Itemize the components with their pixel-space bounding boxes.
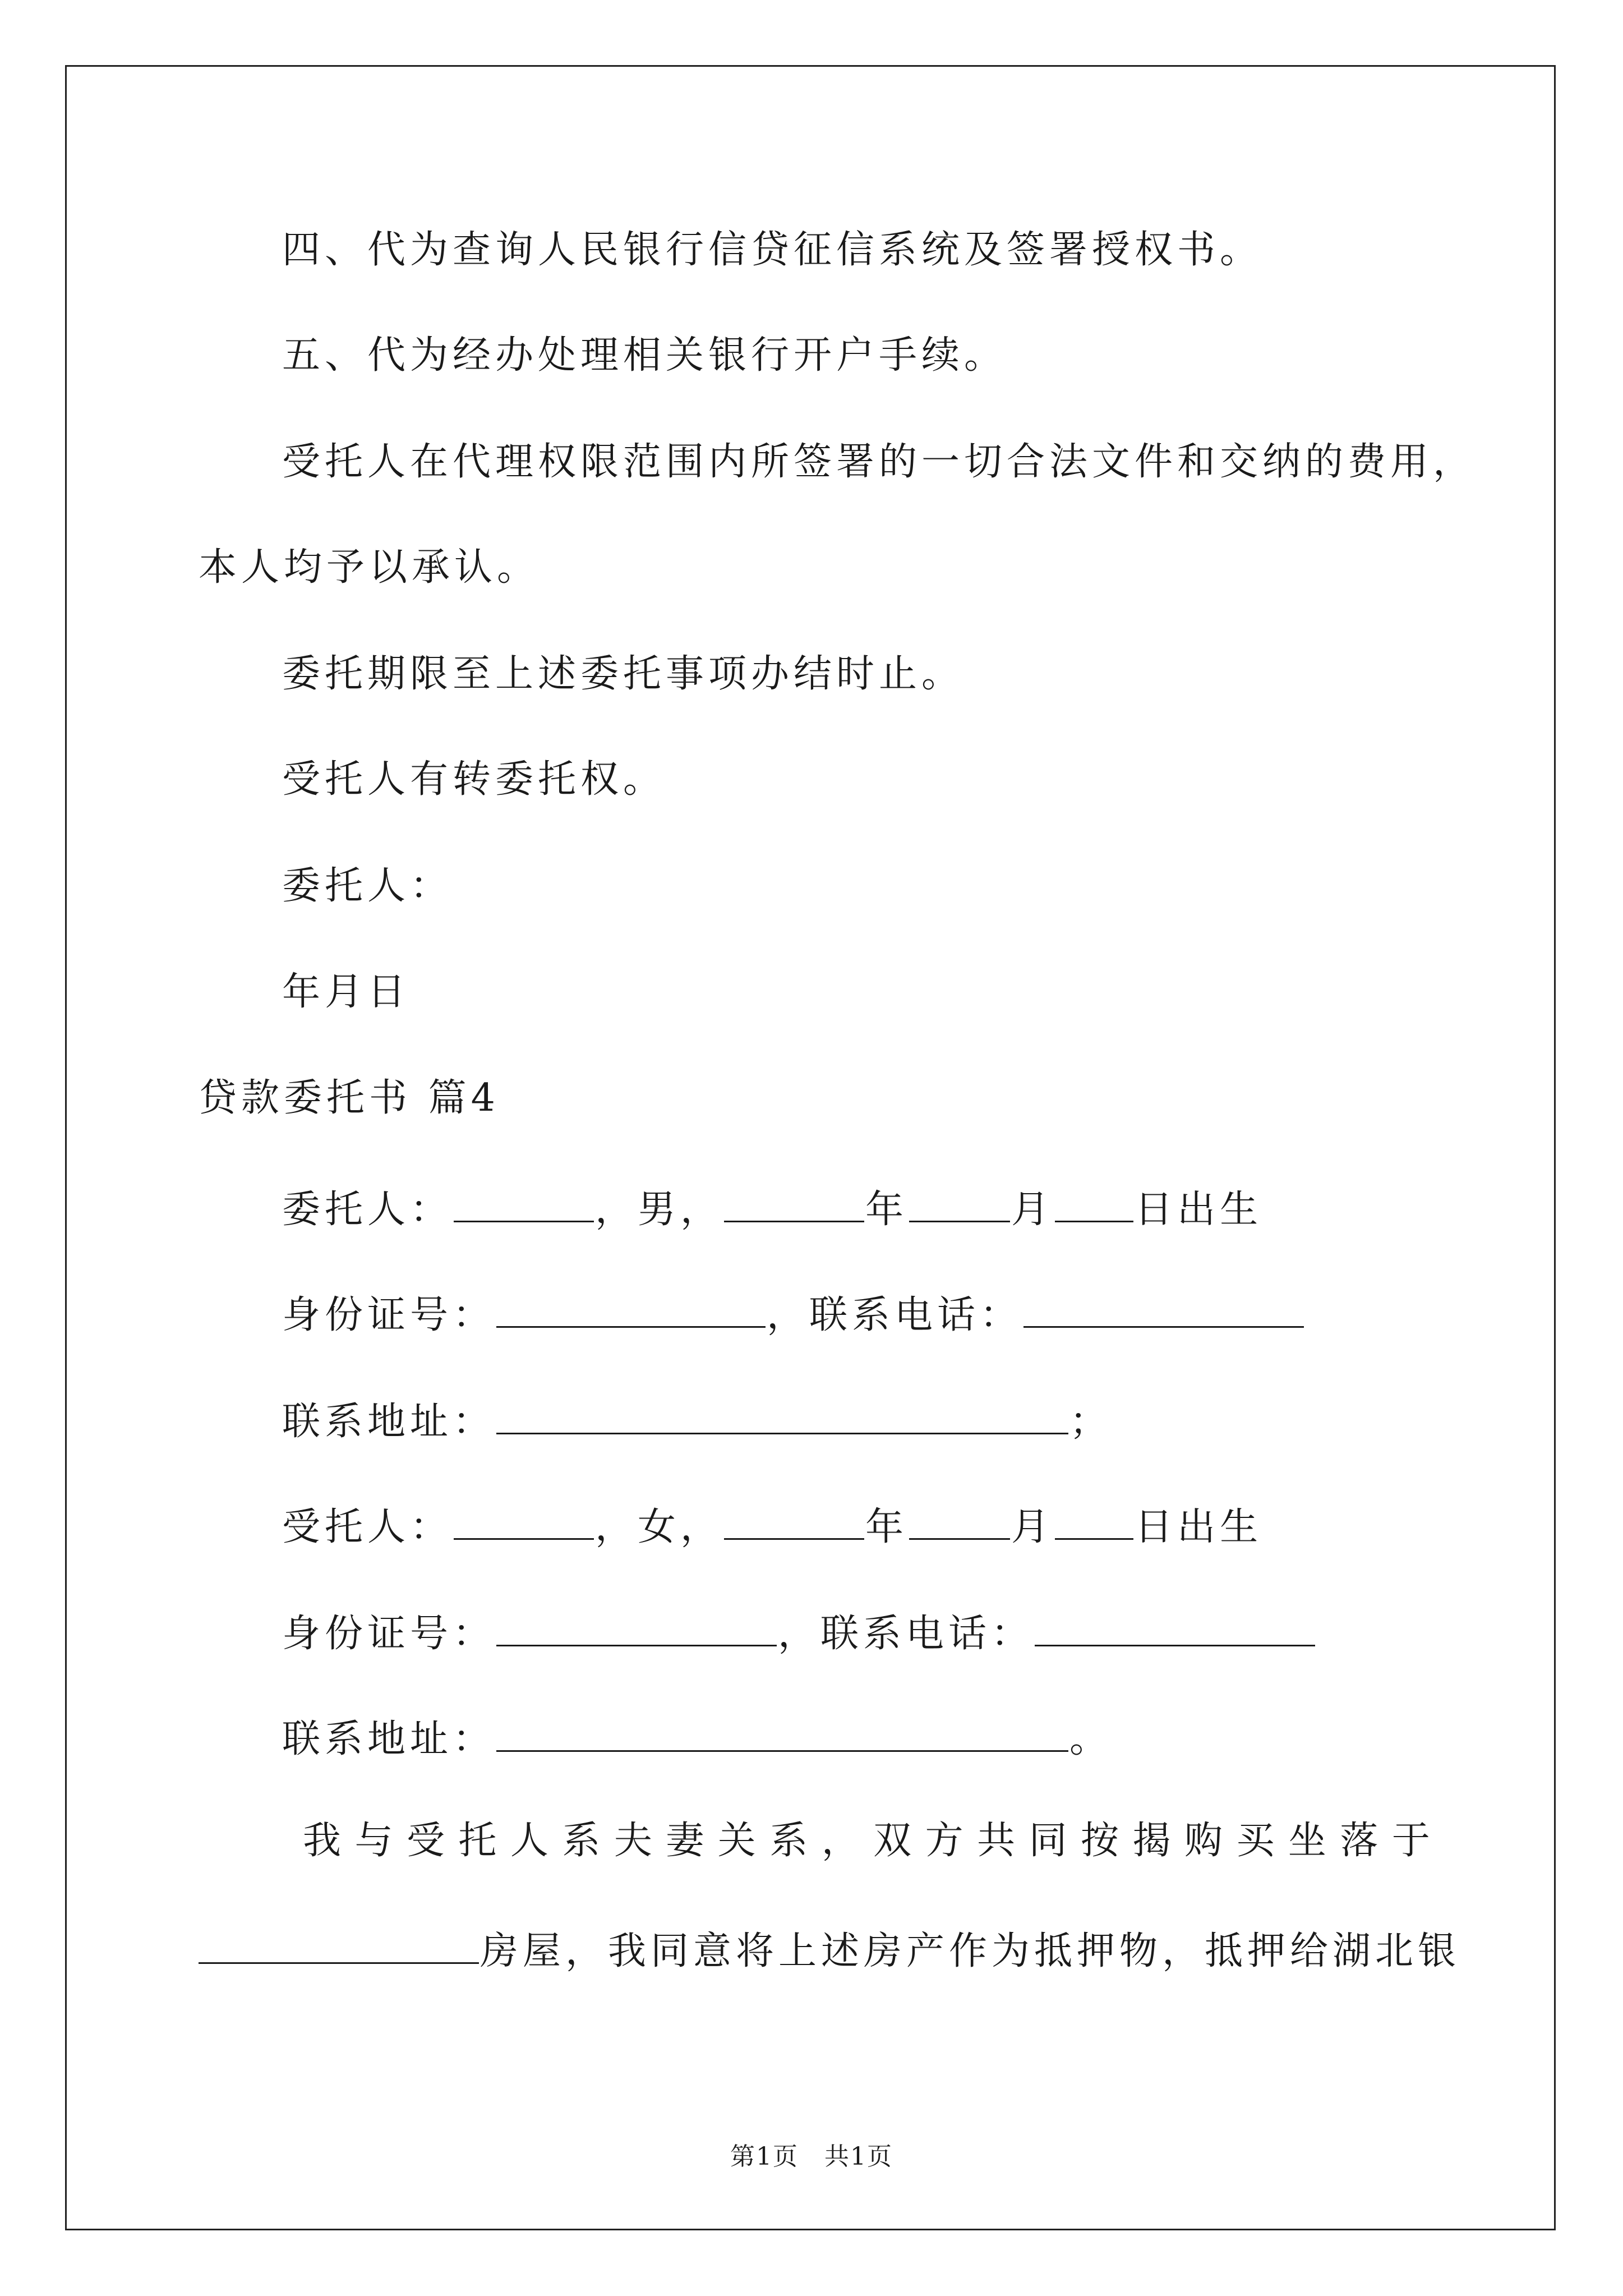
agent-year-label: 年	[865, 1505, 909, 1549]
paragraph-acknowledge-line1: 受托人在代理权限范围内所签署的一切合法文件和交纳的费用，	[282, 440, 1476, 484]
agent-month-label: 月	[1011, 1505, 1054, 1549]
agent-info-line	[282, 1503, 1262, 1547]
agent-month-blank	[909, 1503, 1010, 1540]
agent-gender: ，女，	[595, 1505, 723, 1549]
signature-date: 年月日	[282, 970, 411, 1014]
statement-char: 关	[717, 1819, 756, 1863]
agent-address-end: 。	[1069, 1717, 1113, 1761]
principal-phone-blank	[1023, 1291, 1304, 1328]
statement-char: 方	[925, 1819, 963, 1863]
statement-char: 我	[303, 1819, 342, 1863]
statement-char: 购	[1184, 1819, 1223, 1863]
principal-year-label: 年	[865, 1188, 909, 1232]
agent-id-line	[282, 1610, 1316, 1656]
principal-month-blank	[909, 1186, 1010, 1222]
principal-year-blank	[724, 1186, 864, 1222]
statement-char: 同	[1029, 1819, 1067, 1863]
paragraph-acknowledge-line2: 本人均予以承认。	[199, 545, 540, 590]
statement-line2	[199, 1927, 1460, 1971]
agent-id-label: 身份证号：	[282, 1612, 496, 1656]
agent-birth-label: 日出生	[1135, 1505, 1263, 1549]
statement-char: 落	[1340, 1819, 1378, 1863]
principal-address-line	[282, 1398, 1113, 1444]
statement-char: 与	[354, 1819, 393, 1863]
paragraph-item-4: 四、代为查询人民银行信贷征信系统及签署授权书。	[282, 228, 1263, 272]
agent-day-blank	[1055, 1503, 1133, 1540]
paragraph-item-5: 五、代为经办处理相关银行开户手续。	[282, 333, 1007, 378]
principal-info-line	[282, 1186, 1263, 1232]
agent-address-label: 联系地址：	[282, 1717, 496, 1761]
principal-address-end: ；	[1069, 1400, 1113, 1444]
agent-phone-blank	[1035, 1610, 1315, 1646]
principal-address-blank	[496, 1398, 1068, 1434]
page-footer: 第1页 共1页	[730, 2142, 893, 2171]
statement-char: 双	[873, 1819, 912, 1863]
statement-char: 系	[769, 1819, 808, 1863]
principal-id-line	[282, 1291, 1305, 1335]
agent-address-blank	[496, 1715, 1068, 1752]
principal-gender: ，男，	[595, 1188, 723, 1232]
statement-char: 于	[1391, 1819, 1430, 1863]
statement-char: 买	[1236, 1819, 1275, 1863]
statement-line1	[303, 1819, 1430, 1863]
principal-day-blank	[1055, 1186, 1133, 1222]
statement-char: 按	[1081, 1819, 1119, 1863]
agent-id-blank	[496, 1610, 777, 1646]
principal-phone-label: ，联系电话：	[767, 1293, 1023, 1337]
principal-name-blank	[454, 1186, 594, 1222]
agent-name-blank	[454, 1503, 594, 1540]
statement-char: 共	[977, 1819, 1016, 1863]
statement-char: 系	[562, 1819, 601, 1863]
statement-char: 夫	[614, 1819, 652, 1863]
statement-char: 坐	[1288, 1819, 1326, 1863]
agent-phone-label: ，联系电话：	[778, 1612, 1034, 1656]
page-border	[65, 65, 1556, 2230]
section-heading: 贷款委托书 篇4	[199, 1076, 500, 1120]
paragraph-subdelegate: 受托人有转委托权。	[282, 757, 666, 802]
agent-year-blank	[724, 1503, 864, 1540]
principal-birth-label: 日出生	[1135, 1188, 1263, 1232]
statement-char: 受	[406, 1819, 445, 1863]
statement-char: ，	[821, 1819, 860, 1863]
principal-address-label: 联系地址：	[282, 1400, 496, 1444]
property-location-blank	[199, 1927, 479, 1964]
principal-id-blank	[496, 1291, 766, 1328]
agent-address-line	[282, 1715, 1112, 1759]
paragraph-term: 委托期限至上述委托事项办结时止。	[282, 652, 965, 696]
principal-id-label: 身份证号：	[282, 1293, 496, 1337]
principal-label: 委托人：	[282, 1188, 453, 1232]
statement-char: 妻	[666, 1819, 704, 1863]
statement-line2-text: 房屋，我同意将上述房产作为抵押物，抵押给湖北银	[480, 1929, 1461, 1973]
statement-char: 人	[510, 1819, 548, 1863]
statement-char: 揭	[1132, 1819, 1171, 1863]
principal-month-label: 月	[1011, 1188, 1054, 1232]
signature-principal-label: 委托人：	[282, 864, 453, 908]
agent-label: 受托人：	[282, 1505, 453, 1549]
statement-char: 托	[458, 1819, 497, 1863]
